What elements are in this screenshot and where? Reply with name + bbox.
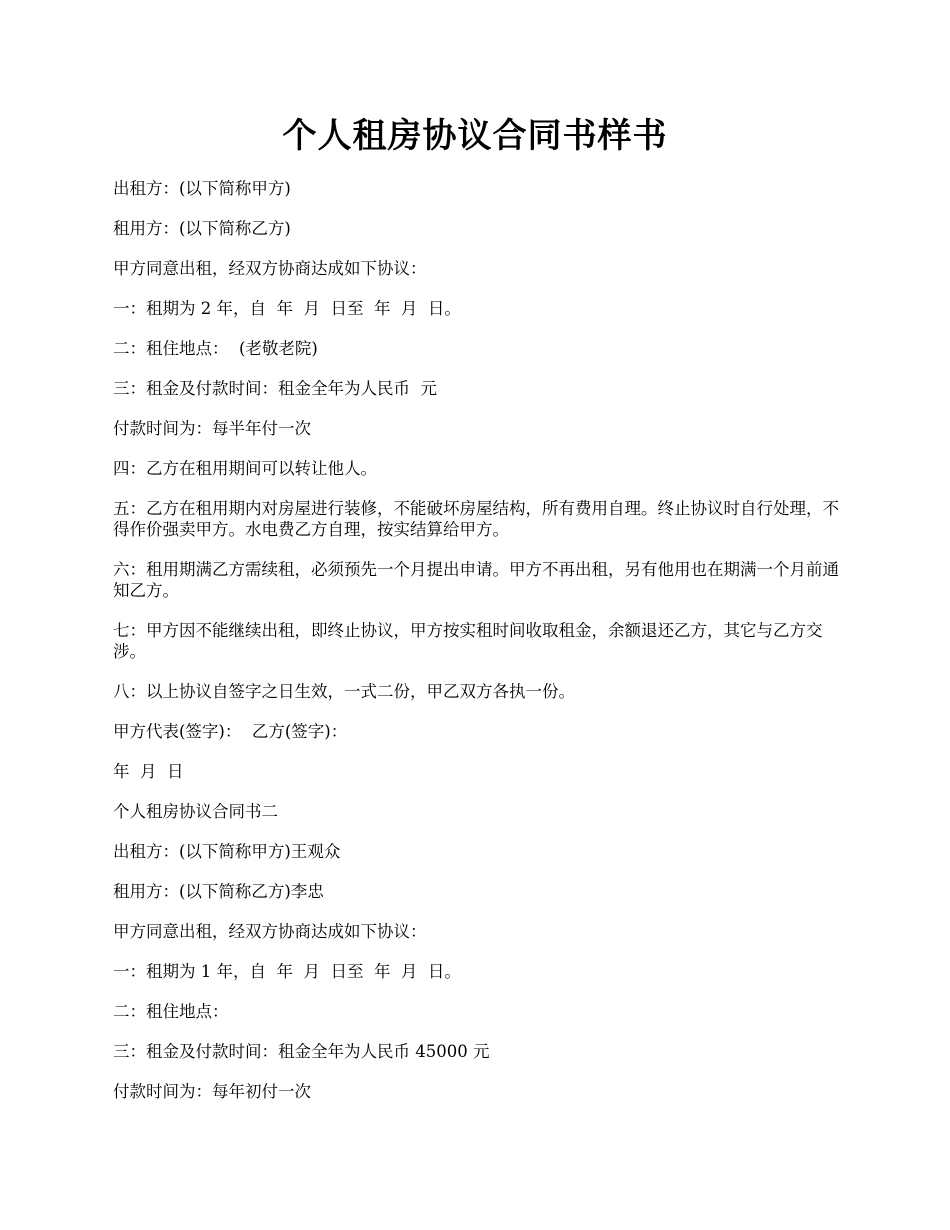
document-title: 个人租房协议合同书样书 bbox=[282, 116, 668, 156]
paragraph-term-5: 五：乙方在租用期内对房屋进行装修，不能破坏房屋结构，所有费用自理。终止协议时自行处理，不得作价强卖甲方。水电费乙方自理，按实结算给甲方。 bbox=[113, 499, 839, 539]
paragraph-lessor-2: 出租方：(以下简称甲方)王观众 bbox=[113, 842, 341, 861]
paragraph-agreement-intro-2: 甲方同意出租，经双方协商达成如下协议： bbox=[113, 922, 427, 941]
document-body bbox=[113, 178, 843, 1102]
paragraph-term-3-2: 三：租金及付款时间：租金全年为人民币 45000 元 bbox=[113, 1042, 490, 1061]
paragraph-payment-time-2: 付款时间为：每年初付一次 bbox=[113, 1082, 311, 1101]
paragraph-term-2-2: 二：租住地点： bbox=[113, 1002, 229, 1021]
paragraph-term-1-2: 一：租期为 1 年，自 年 月 日至 年 月 日。 bbox=[113, 962, 461, 981]
paragraph-term-4: 四：乙方在租用期间可以转让他人。 bbox=[113, 459, 377, 478]
paragraph-date: 年 月 日 bbox=[113, 762, 184, 781]
paragraph-signatures: 甲方代表(签字)： 乙方(签字)： bbox=[113, 722, 348, 741]
paragraph-term-3: 三：租金及付款时间：租金全年为人民币 元 bbox=[113, 379, 437, 398]
paragraph-term-6: 六：租用期满乙方需续租，必须预先一个月提出申请。甲方不再出租，另有他用也在期满一个月前通知乙方。 bbox=[113, 560, 839, 600]
paragraph-term-8: 八：以上协议自签字之日生效，一式二份，甲乙双方各执一份。 bbox=[113, 682, 575, 701]
paragraph-term-1: 一：租期为 2 年，自 年 月 日至 年 月 日。 bbox=[113, 299, 461, 318]
paragraph-lessee-2: 租用方：(以下简称乙方)李忠 bbox=[113, 882, 324, 901]
paragraph-payment-time: 付款时间为：每半年付一次 bbox=[113, 419, 311, 438]
paragraph-second-contract-heading: 个人租房协议合同书二 bbox=[113, 802, 278, 821]
paragraph-term-7: 七：甲方因不能继续出租，即终止协议，甲方按实租时间收取租金，余额退还乙方，其它与乙方交涉。 bbox=[113, 621, 823, 661]
paragraph-lessee: 租用方：(以下简称乙方) bbox=[113, 219, 291, 238]
paragraph-agreement-intro: 甲方同意出租，经双方协商达成如下协议： bbox=[113, 259, 427, 278]
paragraph-lessor: 出租方：(以下简称甲方) bbox=[113, 179, 291, 198]
paragraph-term-2: 二：租住地点： (老敬老院) bbox=[113, 339, 318, 358]
